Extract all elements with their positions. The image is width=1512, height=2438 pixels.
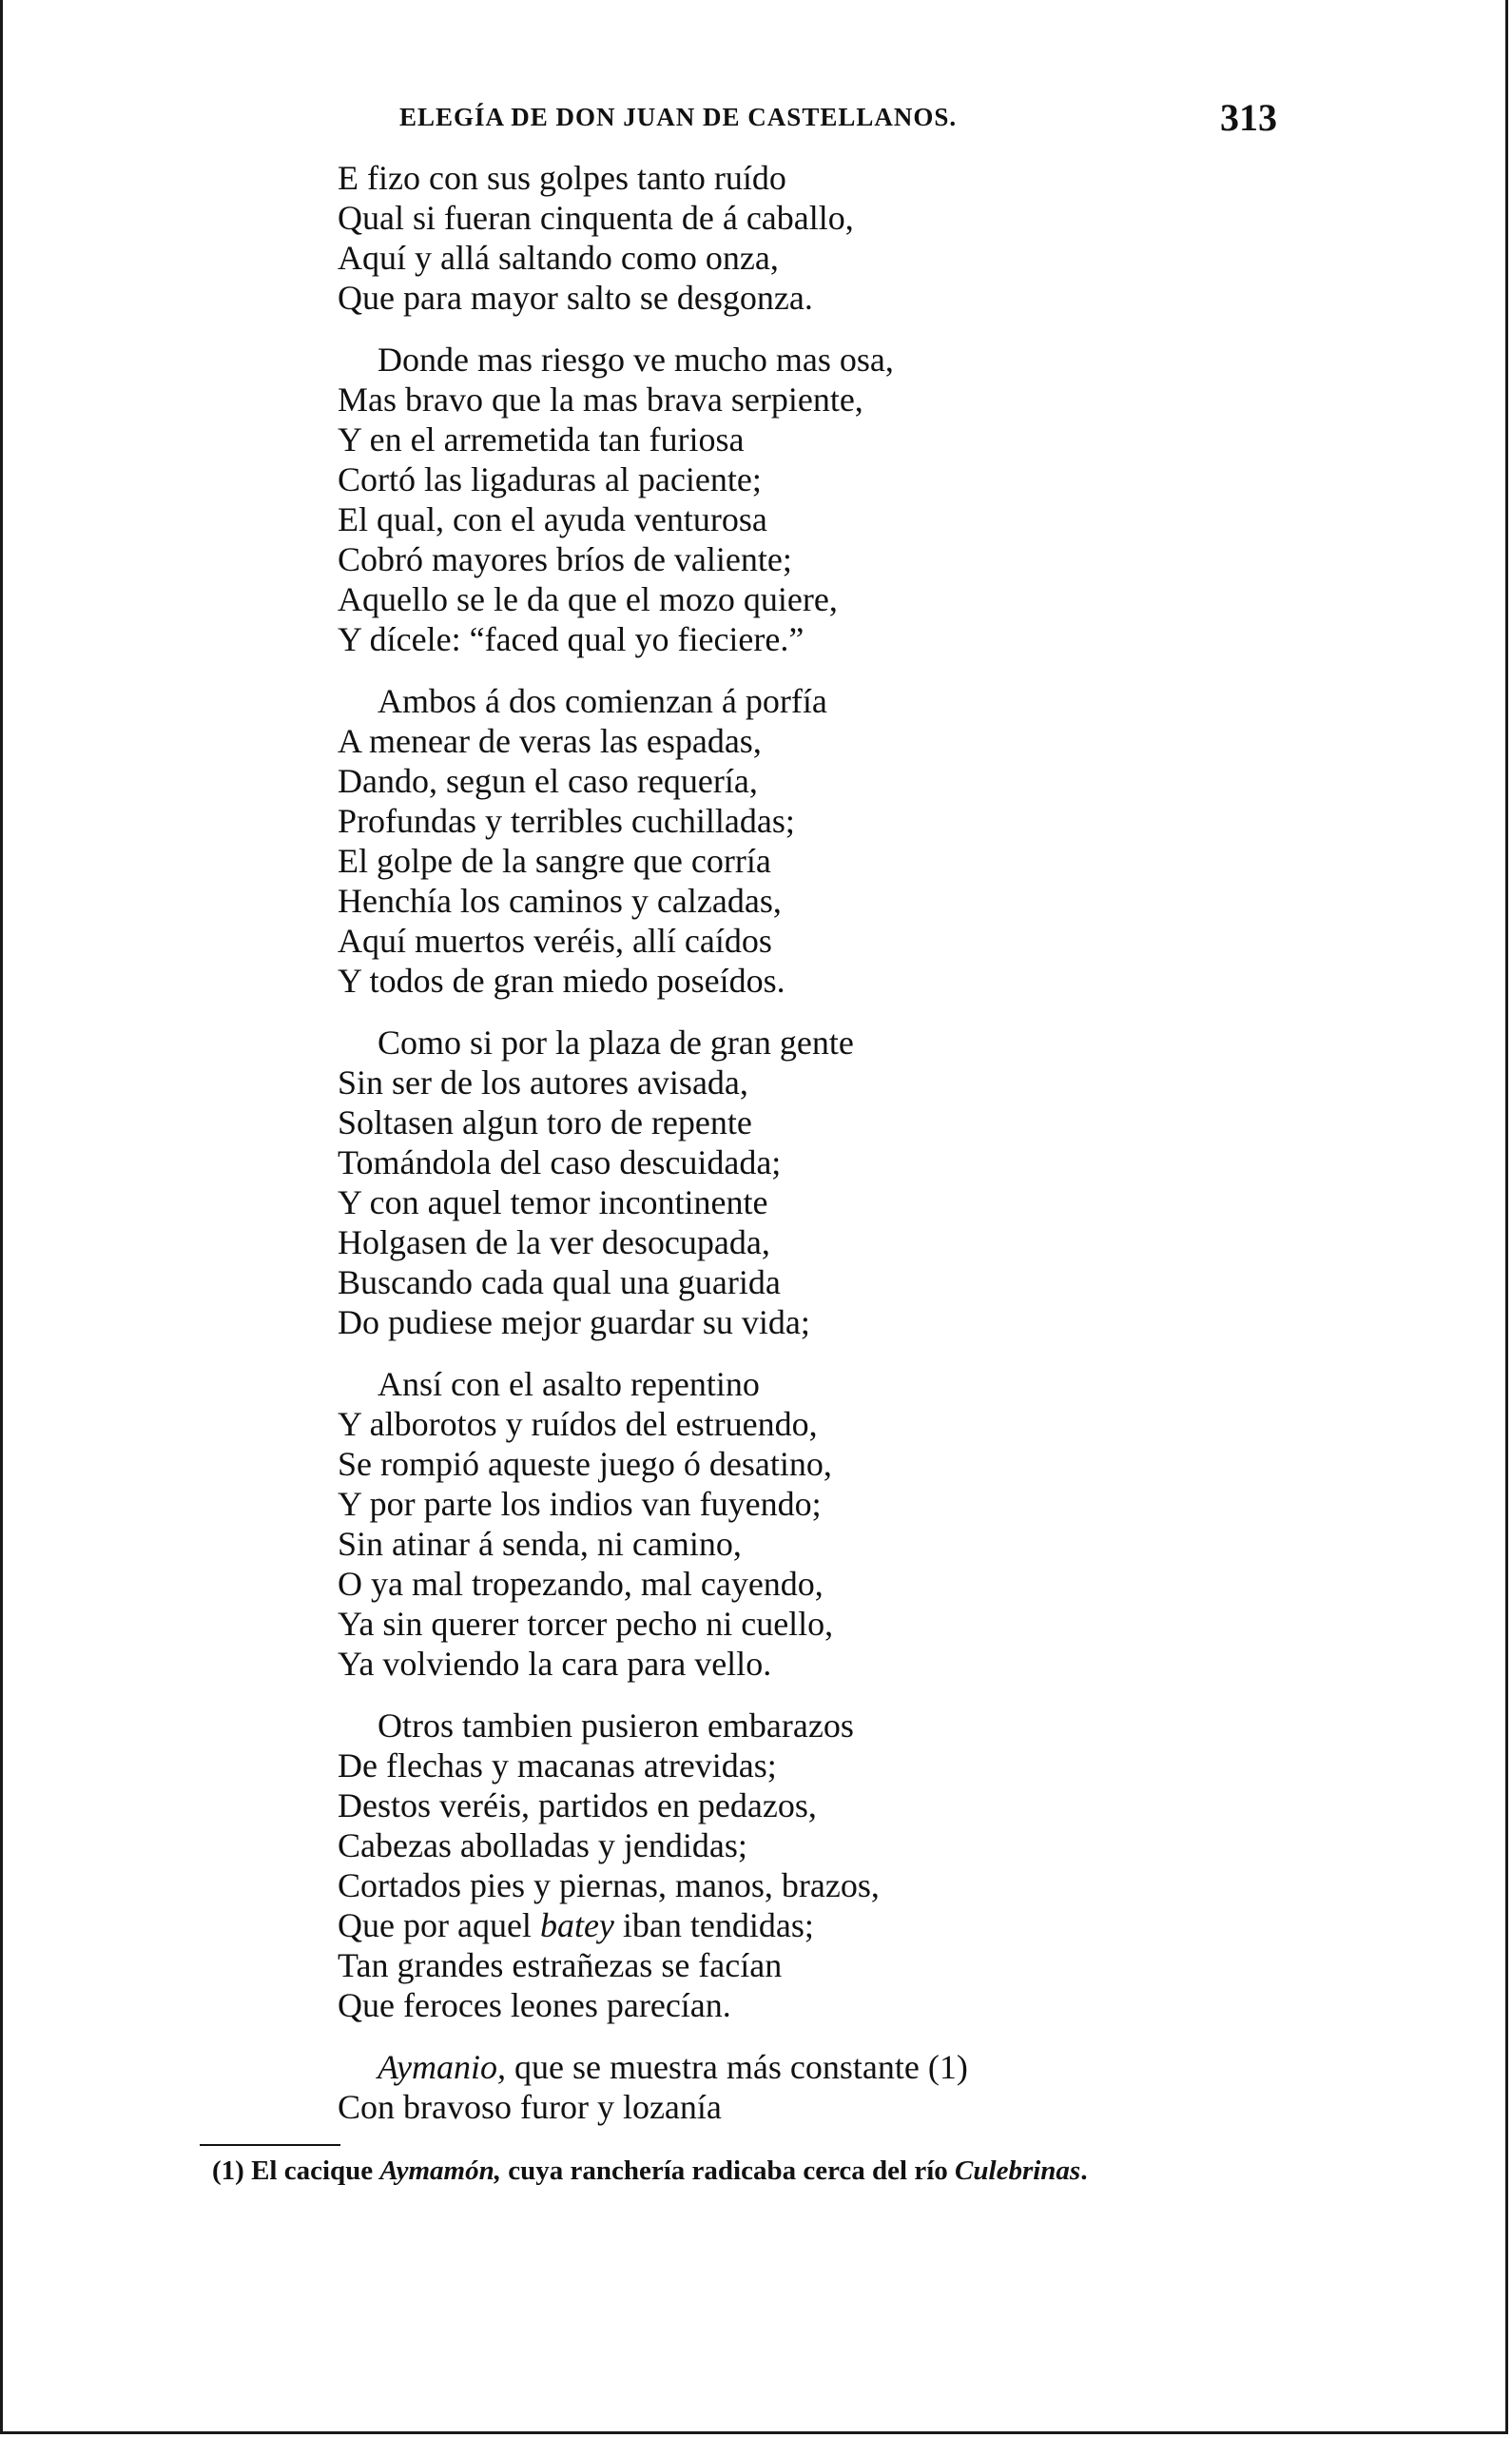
verse-line: Con bravoso furor y lozanía (338, 2088, 722, 2126)
verse-line: Ya sin querer torcer pecho ni cuello, (338, 1605, 834, 1643)
verse-line: Se rompió aqueste juego ó desatino, (338, 1445, 832, 1483)
verse-line-aymanio (338, 2047, 1289, 2087)
italic-word-batey: batey (539, 1906, 614, 1944)
italic-name-aymanio: Aymanio, (378, 2048, 506, 2086)
verse-line: Que para mayor salto se desgonza. (338, 279, 813, 317)
stanza-5 (338, 1364, 1289, 1684)
verse-line: Buscando cada qual una guarida (338, 1263, 781, 1301)
footnote-name: Aymamón, (379, 2155, 501, 2186)
footnote-place: Culebrinas (955, 2155, 1081, 2186)
verse-line: Cabezas abolladas y jendidas; (338, 1826, 747, 1864)
verse-line: Dando, segun el caso requería, (338, 762, 758, 800)
footnote-end: . (1080, 2155, 1088, 2186)
stanza-6 (338, 1706, 1289, 2025)
verse-line: Donde mas riesgo ve mucho mas osa, (378, 341, 894, 379)
verse-line: Ya volviendo la cara para vello. (338, 1645, 772, 1683)
verse-line: Y por parte los indios van fuyendo; (338, 1485, 822, 1523)
verse-line: Qual si fueran cinquenta de á caballo, (338, 199, 854, 237)
verse-line: Henchía los caminos y calzadas, (338, 882, 782, 920)
verse-line: Ambos á dos comienzan á porfía (378, 682, 827, 720)
verse-fragment: Que por aquel (338, 1906, 540, 1944)
footnote (157, 2154, 1346, 2188)
verse-line: El qual, con el ayuda venturosa (338, 500, 767, 538)
stanza-3 (338, 681, 1289, 1001)
verse-line: Soltasen algun toro de repente (338, 1103, 752, 1141)
verse-line: Destos veréis, partidos en pedazos, (338, 1786, 817, 1824)
stanza-1 (338, 158, 1289, 318)
verse-line: Otros tambien pusieron embarazos (378, 1707, 854, 1745)
page-number: 313 (1220, 96, 1277, 139)
footnote-text: cuya ranchería radicaba cerca del río (500, 2155, 956, 2186)
verse-line: Aquí y allá saltando como onza, (338, 239, 779, 277)
verse-line: Sin ser de los autores avisada, (338, 1063, 748, 1102)
footnote-text: El cacique (243, 2155, 380, 2186)
verse-line: Profundas y terribles cuchilladas; (338, 802, 795, 840)
verse-fragment: que se muestra más constante (1) (505, 2048, 968, 2086)
verse-line: O ya mal tropezando, mal cayendo, (338, 1565, 824, 1603)
verse-line: De flechas y macanas atrevidas; (338, 1746, 777, 1785)
stanza-7 (338, 2047, 1289, 2127)
stanza-4 (338, 1023, 1289, 1342)
footnote-rule (200, 2144, 340, 2146)
verse-line: Cortados pies y piernas, manos, brazos, (338, 1866, 880, 1904)
poem-body (338, 158, 1289, 2127)
verse-line: E fizo con sus golpes tanto ruído (338, 159, 786, 197)
verse-line: El golpe de la sangre que corría (338, 842, 771, 880)
verse-line: Tan grandes estrañezas se facían (338, 1946, 783, 1984)
verse-line: Y todos de gran miedo poseídos. (338, 962, 785, 1000)
verse-line: Cobró mayores bríos de valiente; (338, 540, 792, 578)
verse-line: Aquí muertos veréis, allí caídos (338, 922, 772, 960)
verse-fragment: iban tendidas; (613, 1906, 814, 1944)
verse-line: Mas bravo que la mas brava serpiente, (338, 380, 863, 419)
verse-line: Y con aquel temor incontinente (338, 1183, 768, 1221)
verse-line: Y en el arremetida tan furiosa (338, 420, 745, 458)
verse-line-batey (338, 1905, 1289, 1945)
verse-line: A menear de veras las espadas, (338, 722, 762, 760)
verse-line: Tomándola del caso descuidada; (338, 1143, 782, 1181)
verse-line: Ansí con el asalto repentino (378, 1365, 760, 1403)
stanza-2 (338, 340, 1289, 659)
verse-line: Sin atinar á senda, ni camino, (338, 1525, 742, 1563)
verse-line: Do pudiese mejor guardar su vida; (338, 1303, 810, 1341)
verse-line: Que feroces leones parecían. (338, 1986, 731, 2024)
verse-line: Y alborotos y ruídos del estruendo, (338, 1405, 818, 1443)
verse-line: Cortó las ligaduras al paciente; (338, 460, 762, 498)
verse-line: Holgasen de la ver desocupada, (338, 1223, 770, 1261)
verse-line: Como si por la plaza de gran gente (378, 1024, 854, 1062)
running-head: ELEGÍA DE DON JUAN DE CASTELLANOS. (399, 103, 958, 131)
verse-line: Y dícele: “faced qual yo fieciere.” (338, 620, 804, 658)
verse-line: Aquello se le da que el mozo quiere, (338, 580, 838, 618)
footnote-marker: (1) (212, 2155, 244, 2186)
